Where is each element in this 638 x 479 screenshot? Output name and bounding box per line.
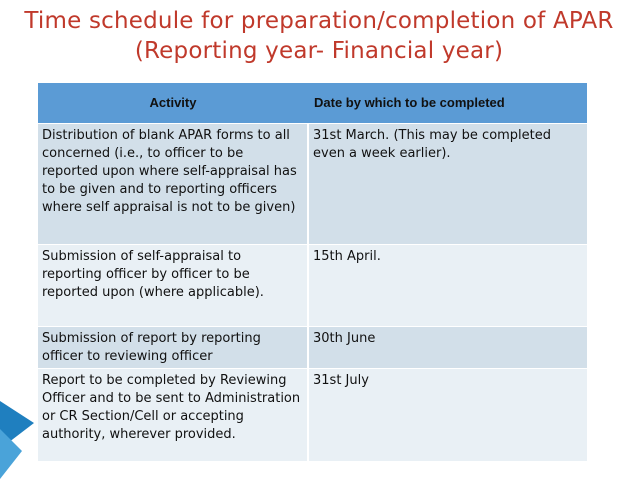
- slide-title: [0, 6, 638, 66]
- activity-cell: Report to be completed by Reviewing Officer and to be sent to Administration or CR Section/Cell or accepting authority, wherever provided.: [38, 369, 308, 462]
- schedule-table: [38, 83, 587, 462]
- table-header-row: [38, 83, 587, 124]
- title-line-1: Time schedule for preparation/completion of APAR: [24, 8, 614, 34]
- date-cell: 15th April.: [308, 245, 587, 327]
- date-cell: 31st July: [308, 369, 587, 462]
- header-activity: Activity: [38, 83, 308, 124]
- header-date: Date by which to be completed: [308, 83, 587, 124]
- table-row: [38, 124, 587, 245]
- table-row: [38, 327, 587, 369]
- date-cell: 30th June: [308, 327, 587, 369]
- activity-cell: Distribution of blank APAR forms to all concerned (i.e., to officer to be reported upon where self-appraisal has to be given and to reporting officers where self appraisal is not to be given): [38, 124, 308, 245]
- activity-cell: Submission of self-appraisal to reporting officer by officer to be reported upon (where applicable).: [38, 245, 308, 327]
- corner-accent-decoration: [0, 389, 40, 479]
- title-line-2: (Reporting year- Financial year): [134, 38, 504, 64]
- table-row: [38, 245, 587, 327]
- date-cell: 31st March. (This may be completed even a week earlier).: [308, 124, 587, 245]
- activity-cell: Submission of report by reporting officer to reviewing officer: [38, 327, 308, 369]
- table-row: [38, 369, 587, 462]
